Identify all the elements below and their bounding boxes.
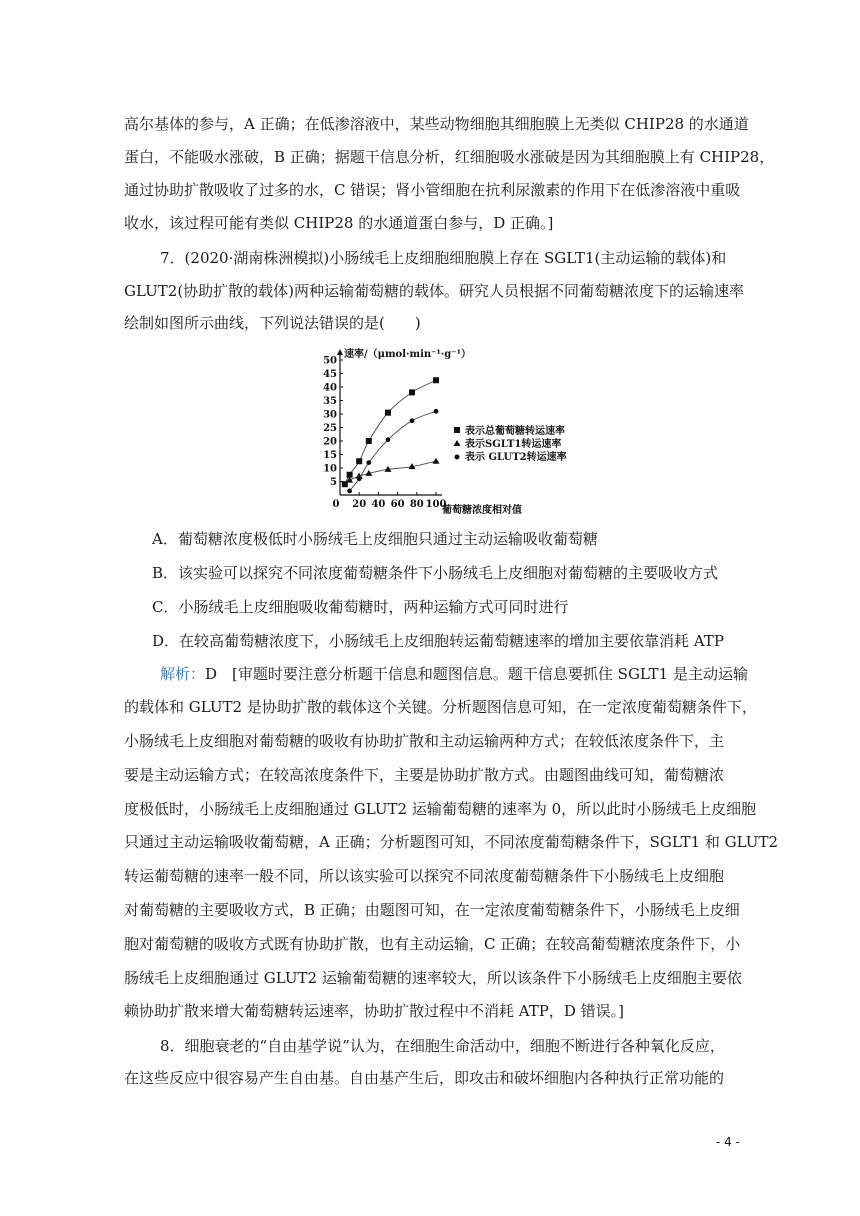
x-tick-label: 40	[371, 499, 386, 510]
data-point-square	[433, 377, 439, 383]
legend-entry-sglt1: 表示SGLT1转运速率	[465, 439, 562, 450]
text-line: 肠绒毛上皮细胞通过 GLUT2 运输葡萄糖的速率较大，所以该条件下小肠绒毛上皮细胞主要依	[124, 969, 742, 987]
legend-circle-marker	[455, 455, 460, 460]
text-line: 8．细胞衰老的“自由基学说”认为，在细胞生命活动中，细胞不断进行各种氧化反应，	[160, 1037, 725, 1055]
analysis-first-line	[160, 664, 748, 684]
x-tick-label: 0	[332, 499, 340, 510]
text-line: GLUT2(协助扩散的载体)两种运输葡萄糖的载体。研究人员根据不同葡萄糖浓度下的运输速率	[124, 282, 745, 300]
chart-legend	[454, 424, 567, 463]
y-tick-label: 10	[323, 463, 337, 475]
data-point-square	[409, 389, 415, 395]
analysis-label: 解析：	[160, 665, 206, 683]
x-tick-label: 20	[352, 499, 367, 510]
chart-axes	[337, 349, 442, 495]
analysis-text: D [审题时要注意分析题干信息和题图信息。题干信息要抓住 SGLT1 是主动运输	[205, 665, 748, 683]
transport-rate-chart	[318, 346, 608, 518]
x-tick-label: 100	[425, 499, 447, 510]
data-point-square	[385, 410, 391, 416]
legend-square-marker	[454, 427, 460, 433]
data-point-square	[366, 438, 372, 444]
y-tick-label: 50	[323, 355, 337, 367]
y-tick-label: 20	[323, 436, 337, 448]
series-line-2	[350, 411, 436, 491]
option-b: B．该实验可以探究不同浓度葡萄糖条件下小肠绒毛上皮细胞对葡萄糖的主要吸收方式	[152, 564, 719, 582]
text-line: 的载体和 GLUT2 是协助扩散的载体这个关键。分析题图信息可知，在一定浓度葡萄糖条件下，	[124, 698, 757, 716]
data-point-triangle	[433, 458, 440, 464]
legend-entry-glut2: 表示 GLUT2转运速率	[465, 452, 567, 463]
text-line: 胞对葡萄糖的吸收方式既有协助扩散，也有主动运输，C 正确；在较高葡萄糖浓度条件下，小	[124, 935, 741, 953]
data-point-circle	[347, 489, 352, 494]
y-tick-label: 45	[323, 369, 337, 380]
y-tick-label: 25	[323, 423, 337, 434]
data-point-circle	[410, 418, 415, 423]
y-tick-label: 30	[323, 409, 337, 421]
text-line: 度极低时，小肠绒毛上皮细胞通过 GLUT2 运输葡萄糖的速率为 0，所以此时小肠绒毛上皮细胞	[124, 800, 757, 818]
text-line: 高尔基体的参与，A 正确；在低渗溶液中，某些动物细胞其细胞膜上无类似 CHIP28 的水通道	[124, 115, 749, 133]
option-d: D．在较高葡萄糖浓度下，小肠绒毛上皮细胞转运葡萄糖速率的增加主要依靠消耗 ATP	[152, 632, 724, 650]
x-axis-label: 葡萄糖浓度相对值	[442, 505, 522, 516]
legend-entry-total: 表示总葡萄糖转运速率	[465, 426, 565, 437]
y-tick-label: 35	[323, 396, 337, 407]
text-line: 绘制如图所示曲线，下列说法错误的是( )	[124, 314, 421, 332]
data-point-circle	[357, 476, 362, 481]
text-line: 只通过主动运输吸收葡萄糖，A 正确；分析题图可知，不同浓度葡萄糖条件下，SGLT1 和 GLUT2	[124, 833, 778, 851]
text-line: 小肠绒毛上皮细胞对葡萄糖的吸收有协助扩散和主动运输两种方式；在较低浓度条件下，主	[124, 732, 725, 750]
y-axis-arrow	[337, 349, 343, 355]
chart-series	[342, 377, 440, 493]
option-c: C．小肠绒毛上皮细胞吸收葡萄糖时，两种运输方式可同时进行	[152, 598, 569, 616]
x-tick-label: 80	[409, 499, 424, 510]
text-line: 蛋白，不能吸水涨破，B 正确；据题干信息分析，红细胞吸水涨破是因为其细胞膜上有 CHIP28，	[124, 148, 775, 166]
chart-ticks	[323, 356, 446, 511]
y-tick-label: 15	[323, 450, 337, 461]
data-point-circle	[386, 437, 391, 442]
option-a: A．葡萄糖浓度极低时小肠绒毛上皮细胞只通过主动运输吸收葡萄糖	[152, 530, 598, 548]
page-number: - 4 -	[716, 1135, 740, 1149]
data-point-circle	[434, 409, 439, 414]
data-point-circle	[366, 460, 371, 465]
text-line: 7．(2020·湖南株洲模拟)小肠绒毛上皮细胞细胞膜上存在 SGLT1(主动运输的载体)和	[160, 249, 727, 267]
text-line: 转运葡萄糖的速率一般不同，所以该实验可以探究不同浓度葡萄糖条件下小肠绒毛上皮细胞	[124, 867, 725, 885]
text-line: 通过协助扩散吸收了过多的水，C 错误；肾小管细胞在抗利尿激素的作用下在低渗溶液中重吸	[124, 181, 741, 199]
series-line-1	[350, 461, 436, 480]
y-axis-label: 速率/（μmol·min⁻¹·g⁻¹）	[344, 349, 471, 360]
text-line: 对葡萄糖的主要吸收方式，B 正确；由题图可知，在一定浓度葡萄糖条件下，小肠绒毛上皮细	[124, 901, 740, 919]
y-tick-label: 40	[323, 382, 337, 394]
x-tick-label: 60	[390, 499, 405, 510]
y-tick-label: 5	[330, 477, 337, 488]
text-line: 在这些反应中很容易产生自由基。自由基产生后，即攻击和破坏细胞内各种执行正常功能的	[124, 1069, 725, 1087]
data-point-square	[356, 458, 362, 464]
text-line: 要是主动运输方式；在较高浓度条件下，主要是协助扩散方式。由题图曲线可知，葡萄糖浓	[124, 766, 725, 784]
text-line: 收水，该过程可能有类似 CHIP28 的水通道蛋白参与，D 正确。]	[124, 214, 554, 232]
text-line: 赖协助扩散来增大葡萄糖转运速率，协助扩散过程中不消耗 ATP，D 错误。]	[124, 1002, 625, 1020]
legend-triangle-marker	[454, 440, 461, 446]
